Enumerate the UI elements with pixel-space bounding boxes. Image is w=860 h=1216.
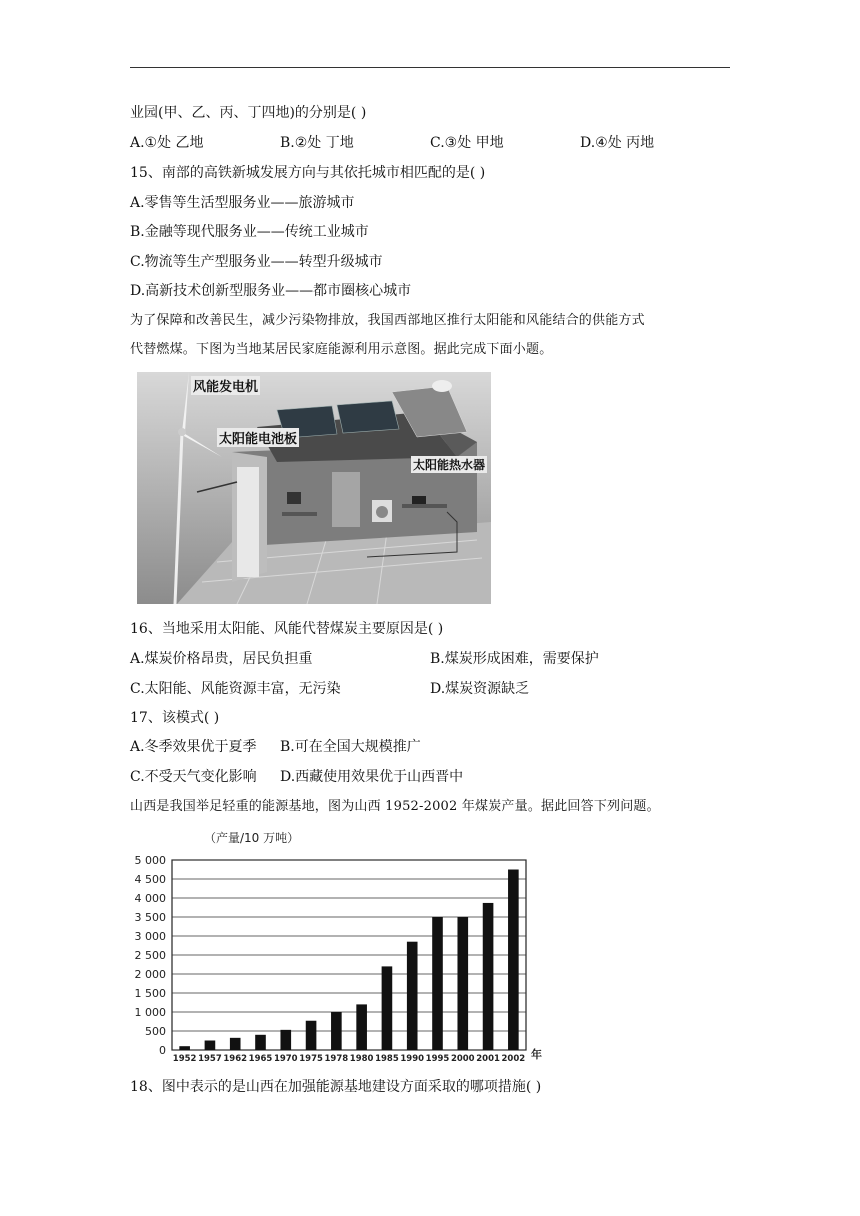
bar-1965 bbox=[255, 1035, 266, 1050]
coal-output-chart bbox=[128, 826, 548, 1062]
x-tick-label: 2000 bbox=[450, 1054, 475, 1062]
q16-option-c: C.太阳能、风能资源丰富，无污染 bbox=[130, 681, 341, 697]
q17-option-d: D.西藏使用效果优于山西晋中 bbox=[280, 769, 464, 785]
q14-option-d: D.④处 丙地 bbox=[580, 135, 655, 151]
y-tick-label: 500 bbox=[145, 1025, 166, 1038]
bar-1985 bbox=[382, 966, 393, 1050]
bar-1970 bbox=[280, 1030, 291, 1050]
x-tick-labels bbox=[173, 1054, 525, 1062]
coal-output-bar-chart bbox=[128, 826, 548, 1062]
x-axis-unit: 年 bbox=[531, 1048, 542, 1061]
y-tick-label: 2 000 bbox=[134, 968, 166, 981]
bar-1978 bbox=[331, 1012, 342, 1050]
household-energy-figure bbox=[137, 372, 491, 604]
y-tick-label: 3 000 bbox=[134, 930, 166, 943]
q17-option-a: A.冬季效果优于夏季 bbox=[130, 739, 257, 755]
x-tick-label: 1980 bbox=[349, 1054, 374, 1062]
q14-option-c: C.③处 甲地 bbox=[430, 135, 504, 151]
q15-option-c: C.物流等生产型服务业——转型升级城市 bbox=[130, 254, 383, 270]
q18-stem: 18、图中表示的是山西在加强能源基地建设方面采取的哪项措施( ) bbox=[130, 1079, 542, 1095]
y-axis-label: （产量/10 万吨） bbox=[204, 831, 300, 845]
q14-option-a: A.①处 乙地 bbox=[130, 135, 204, 151]
x-tick-label: 2002 bbox=[501, 1054, 526, 1062]
x-tick-label: 1952 bbox=[172, 1054, 197, 1062]
x-tick-label: 1965 bbox=[248, 1054, 273, 1062]
q16-option-a: A.煤炭价格昂贵，居民负担重 bbox=[130, 651, 313, 667]
label-solar-water-heater: 太阳能热水器 bbox=[413, 458, 486, 472]
bar-1975 bbox=[306, 1021, 317, 1050]
q15-option-a: A.零售等生活型服务业——旅游城市 bbox=[130, 195, 355, 211]
x-tick-label: 1990 bbox=[400, 1054, 425, 1062]
x-tick-label: 1995 bbox=[425, 1054, 450, 1062]
bar-1990 bbox=[407, 942, 418, 1050]
bar-1980 bbox=[356, 1004, 367, 1050]
label-wind-generator: 风能发电机 bbox=[191, 376, 260, 395]
bar-1957 bbox=[205, 1041, 216, 1051]
q16-option-b: B.煤炭形成困难，需要保护 bbox=[430, 651, 599, 667]
x-tick-label: 2001 bbox=[476, 1054, 500, 1062]
y-tick-label: 1 000 bbox=[134, 1006, 166, 1019]
q17-stem: 17、该模式( ) bbox=[130, 710, 220, 726]
passage1-line2: 代替燃煤。下图为当地某居民家庭能源利用示意图。据此完成下面小题。 bbox=[130, 342, 553, 357]
y-tick-labels bbox=[135, 854, 167, 1057]
q14-stem-continued: 业园(甲、乙、丙、丁四地)的分别是( ) bbox=[130, 105, 367, 121]
bar-1995 bbox=[432, 917, 443, 1050]
y-tick-label: 1 500 bbox=[134, 987, 166, 1000]
label-solar-panel: 太阳能电池板 bbox=[217, 428, 299, 447]
q16-option-d: D.煤炭资源缺乏 bbox=[430, 681, 530, 697]
q17-option-c: C.不受天气变化影响 bbox=[130, 769, 257, 785]
bar-2001 bbox=[483, 903, 494, 1050]
bar-2002 bbox=[508, 870, 519, 1051]
y-tick-label: 4 500 bbox=[134, 873, 166, 886]
chart-grid bbox=[172, 860, 526, 1050]
y-tick-label: 4 000 bbox=[134, 892, 166, 905]
x-tick-label: 1957 bbox=[198, 1054, 222, 1062]
y-tick-label: 5 000 bbox=[134, 854, 166, 867]
bar-2000 bbox=[457, 917, 468, 1050]
y-tick-label: 0 bbox=[159, 1044, 166, 1057]
x-tick-label: 1975 bbox=[299, 1054, 323, 1062]
y-tick-label: 2 500 bbox=[134, 949, 166, 962]
q15-option-d: D.高新技术创新型服务业——都市圈核心城市 bbox=[130, 283, 412, 299]
passage2: 山西是我国举足轻重的能源基地，图为山西 1952-2002 年煤炭产量。据此回答下列问题。 bbox=[130, 799, 660, 814]
x-tick-label: 1970 bbox=[273, 1054, 298, 1062]
y-tick-label: 3 500 bbox=[134, 911, 166, 924]
q15-stem: 15、南部的高铁新城发展方向与其依托城市相匹配的是( ) bbox=[130, 165, 486, 181]
passage1-line1: 为了保障和改善民生，减少污染物排放，我国西部地区推行太阳能和风能结合的供能方式 bbox=[130, 313, 645, 328]
header-rule bbox=[130, 67, 730, 68]
house-illustration bbox=[137, 372, 491, 604]
chart-bars bbox=[179, 870, 518, 1051]
q16-stem: 16、当地采用太阳能、风能代替煤炭主要原因是( ) bbox=[130, 621, 444, 637]
q17-option-b: B.可在全国大规模推广 bbox=[280, 739, 421, 755]
x-tick-label: 1978 bbox=[324, 1054, 349, 1062]
q15-option-b: B.金融等现代服务业——传统工业城市 bbox=[130, 224, 369, 240]
bar-1952 bbox=[179, 1046, 190, 1050]
x-tick-label: 1962 bbox=[223, 1054, 248, 1062]
q14-option-b: B.②处 丁地 bbox=[280, 135, 354, 151]
bar-1962 bbox=[230, 1038, 241, 1050]
x-tick-label: 1985 bbox=[375, 1054, 399, 1062]
